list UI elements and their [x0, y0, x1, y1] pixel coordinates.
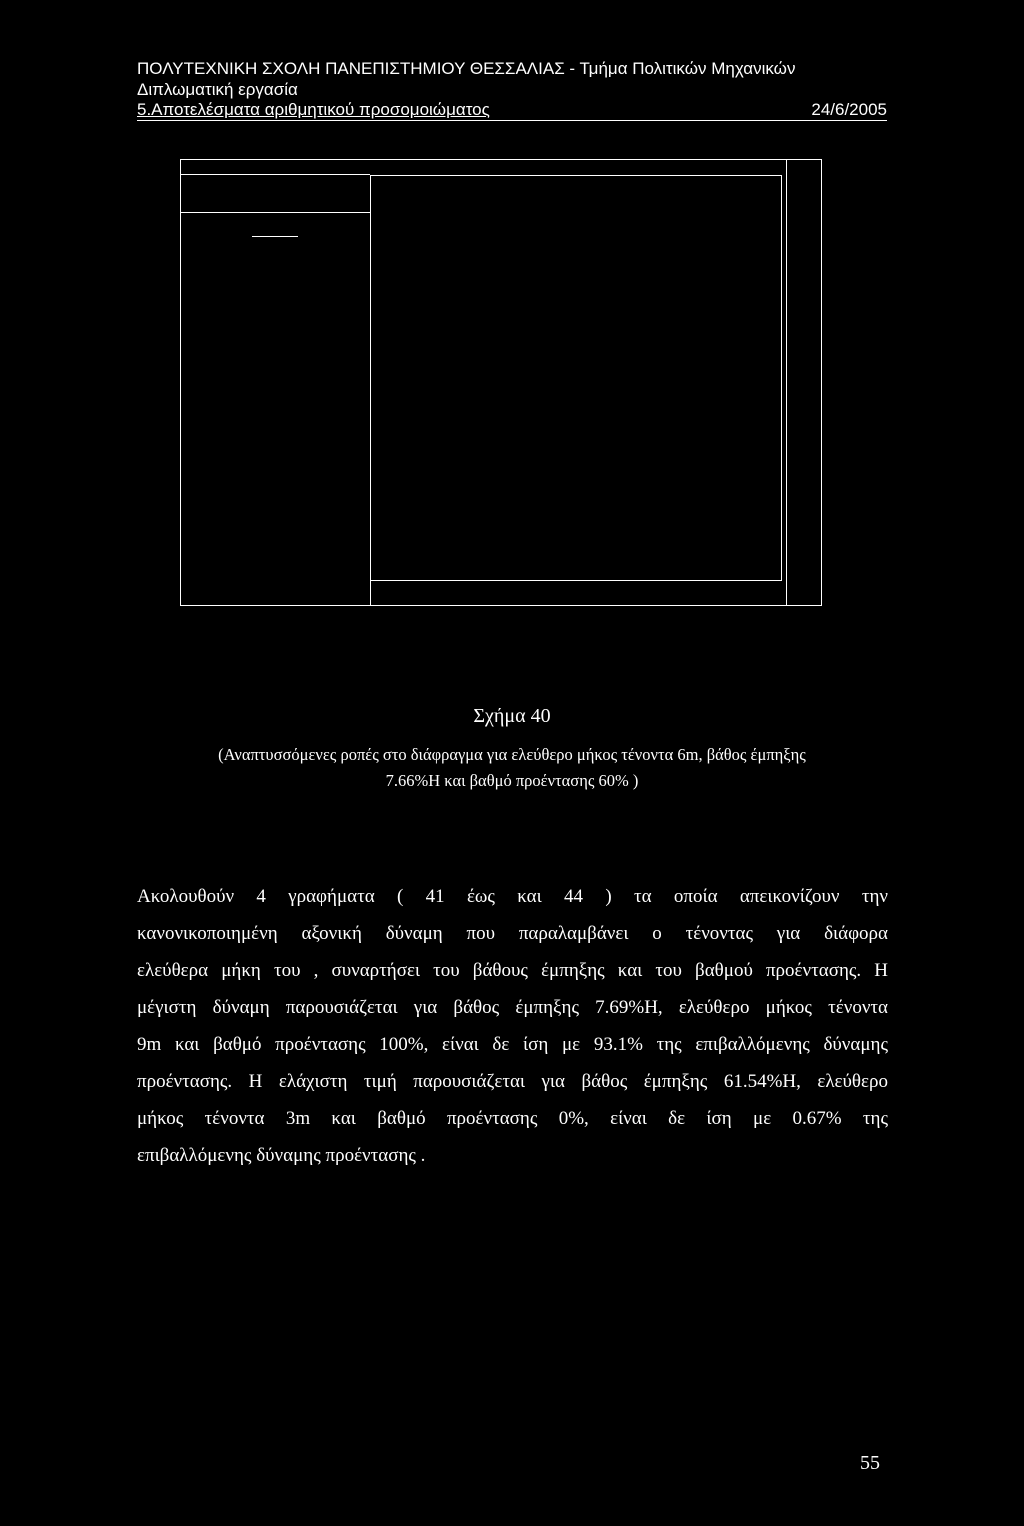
paragraph-line: προέντασης. Η ελάχιστη τιμή παρουσιάζεται για βάθος έμπηξης 61.54%Η, ελεύθερο	[137, 1071, 888, 1092]
figure-title: Σχήμα 40	[473, 705, 551, 727]
header-section-row	[137, 99, 887, 121]
paragraph-line: Ακολουθούν 4 γραφήματα ( 41 έως και 44 ) τα οποία απεικονίζουν την	[137, 886, 888, 907]
header-section-title: 5.Αποτελέσματα αριθμητικού προσομοιώματος	[137, 100, 490, 119]
page-number: 55	[860, 1452, 880, 1474]
plot-area-right	[781, 175, 782, 580]
header-institution: ΠΟΛΥΤΕΧΝΙΚΗ ΣΧΟΛΗ ΠΑΝΕΠΙΣΤΗΜΙΟΥ ΘΕΣΣΑΛΙΑΣ - Τμήμα Πολιτικών Μηχανικών	[137, 59, 796, 78]
plot-area-left	[370, 175, 371, 605]
figure-outer-top	[180, 159, 822, 160]
header-rule	[137, 120, 887, 121]
paragraph-line: κανονικοποιημένη αξονική δύναμη που παραλαμβάνει ο τένοντας για διάφορα	[137, 923, 888, 944]
header-date: 24/6/2005	[811, 100, 887, 119]
header-document-type: Διπλωματική εργασία	[137, 80, 298, 99]
legend-entry-line	[252, 236, 298, 237]
legend-panel-top	[180, 174, 370, 175]
figure-right-guide	[786, 160, 787, 605]
paragraph-line: επιβαλλόμενης δύναμης προέντασης .	[137, 1145, 426, 1166]
figure-outer-left	[180, 159, 181, 606]
paragraph-line: ελεύθερα μήκη του , συναρτήσει του βάθους έμπηξης και του βαθμού προέντασης. Η	[137, 960, 888, 981]
figure-outer-right	[821, 159, 822, 606]
paragraph-line: 9m και βαθμό προέντασης 100%, είναι δε ίση με 93.1% της επιβαλλόμενης δύναμης	[137, 1034, 888, 1055]
paragraph-line: μέγιστη δύναμη παρουσιάζεται για βάθος έμπηξης 7.69%Η, ελεύθερο μήκος τένοντα	[137, 997, 888, 1018]
figure-outer-bottom	[180, 605, 822, 606]
figure-caption-line-1: (Αναπτυσσόμενες ροπές στο διάφραγμα για ελεύθερο μήκος τένοντα 6m, βάθος έμπηξης	[218, 745, 806, 764]
legend-panel-bottom	[180, 212, 370, 213]
paragraph-line: μήκος τένοντα 3m και βαθμό προέντασης 0%, είναι δε ίση με 0.67% της	[137, 1108, 888, 1129]
plot-area-bottom	[370, 580, 782, 581]
figure-caption-line-2: 7.66%Η και βαθμό προέντασης 60% )	[385, 771, 639, 790]
plot-area-top	[370, 175, 782, 176]
